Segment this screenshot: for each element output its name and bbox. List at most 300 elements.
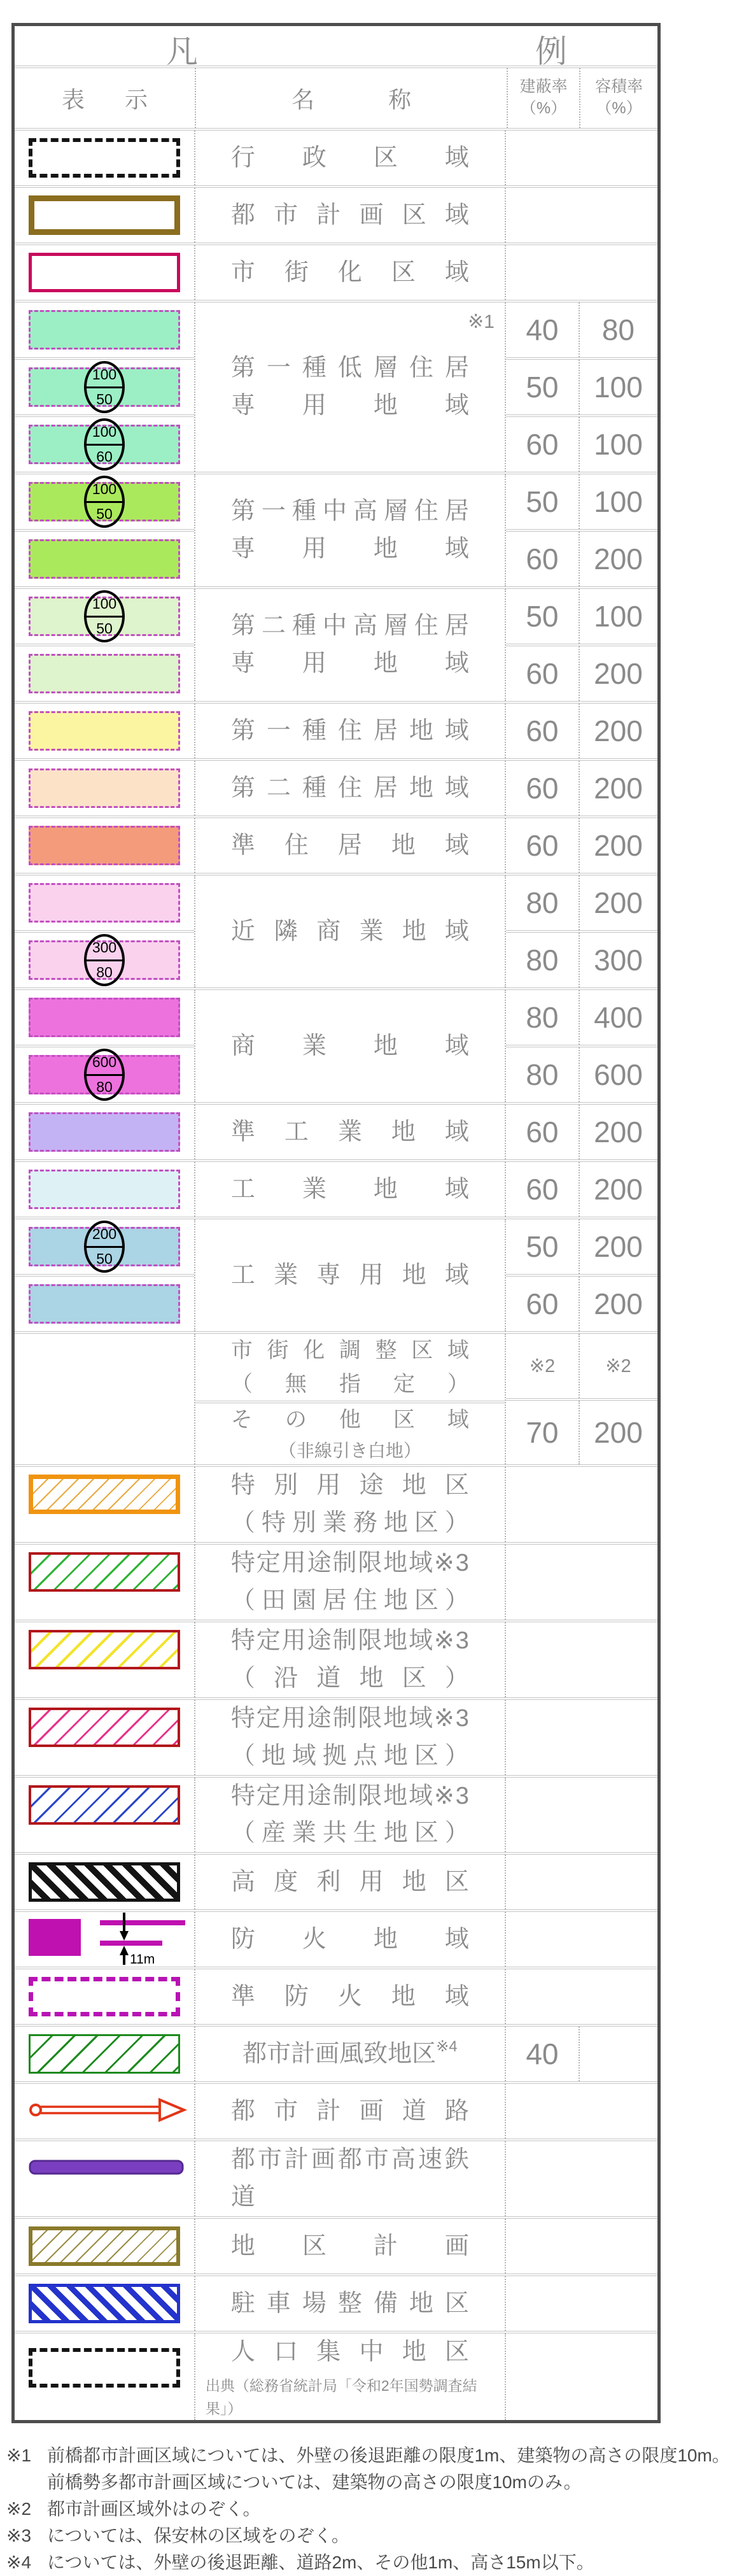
- footnotes: [6, 2442, 737, 2576]
- name-column: [194, 302, 505, 472]
- zone-name-line: [195, 197, 505, 234]
- floor-area-ratio-value: 200: [579, 818, 657, 873]
- name-column: [194, 131, 505, 185]
- floor-area-ratio-value: 300: [579, 933, 657, 987]
- boundary-swatch: [29, 138, 180, 178]
- ratio-value-row: [506, 2141, 657, 2216]
- name-column: [194, 704, 505, 758]
- name-column: [194, 2219, 505, 2274]
- hatch-swatch: [29, 2226, 180, 2266]
- ratio-values-column: [505, 1912, 657, 1967]
- header-coverage: 建蔽率 （%）: [507, 68, 579, 128]
- coverage-ratio-value: 60: [526, 1173, 559, 1206]
- zone-name-text: 特定用途制限地域※3: [230, 1550, 469, 1577]
- swatch-cell: [15, 1274, 194, 1331]
- ratio-value-row: [506, 2084, 657, 2139]
- floor-area-ratio-value: 100: [579, 417, 657, 472]
- floor-area-ratio-value: 400: [579, 990, 657, 1045]
- rapid-railway-bar: [29, 2158, 188, 2179]
- empty-value-cell: [506, 1969, 657, 2024]
- floor-area-ratio-value: 100: [579, 474, 657, 529]
- display-column: [15, 1334, 194, 1464]
- coverage-ratio-value: 80: [526, 886, 559, 919]
- legend-group: [15, 185, 657, 243]
- zone-name-text: 第二種中高層住居: [230, 612, 469, 640]
- ratio-value-row: [506, 2333, 657, 2420]
- swatch-cell: [15, 2276, 194, 2331]
- ratio-circle-numerator: 100: [87, 421, 122, 446]
- empty-value-cell: [506, 2219, 657, 2274]
- ratio-value-row: [506, 589, 657, 644]
- zone-name-line: [195, 2285, 505, 2323]
- floor-area-ratio-value: 200: [579, 532, 657, 586]
- coverage-ratio-value: 50: [526, 485, 559, 518]
- display-column: [15, 589, 194, 701]
- zone-name-text: 準工業地域: [230, 1118, 469, 1145]
- coverage-ratio-value: 50: [526, 1230, 559, 1263]
- footnote-item: [6, 2549, 737, 2576]
- ratio-values-column: [505, 131, 657, 185]
- zone-name-line: [195, 1257, 505, 1294]
- coverage-ratio-value: 70: [526, 1416, 559, 1450]
- empty-value-cell: [506, 1912, 657, 1967]
- zone-color-swatch: [29, 654, 180, 693]
- ratio-values-column: [505, 1622, 657, 1697]
- footnote-text: 前橋都市計画区域については、外壁の後退距離の限度1m、建築物の高さの限度10m。: [47, 2445, 730, 2466]
- name-column: [194, 2141, 505, 2216]
- city-planning-road-arrow: [29, 2096, 188, 2127]
- ratio-value-row: [506, 1045, 657, 1102]
- legend-group: [15, 1102, 657, 1159]
- zone-name-text: 市街化調整区域: [230, 1338, 469, 1362]
- ratio-values-column: [505, 1778, 657, 1853]
- display-column: [15, 1700, 194, 1775]
- footnote-item: [6, 2496, 737, 2523]
- legend-group: [15, 1620, 657, 1697]
- ratio-circle-symbol: [84, 476, 125, 528]
- name-column: [194, 589, 505, 701]
- ratio-value-row: [506, 1778, 657, 1853]
- display-column: [15, 704, 194, 758]
- swatch-cell: [15, 2141, 194, 2196]
- floor-area-ratio-value: 200: [579, 875, 657, 930]
- floor-area-ratio-value: 200: [579, 646, 657, 701]
- swatch-cell: [15, 1969, 194, 2024]
- zone-name-line: [195, 1504, 505, 1542]
- coverage-ratio-value: 80: [526, 1058, 559, 1091]
- floor-area-ratio-value: 200: [579, 1277, 657, 1331]
- zone-name-text: 行政区域: [230, 144, 469, 171]
- ratio-value-row: [506, 1274, 657, 1331]
- zone-color-swatch: [29, 1055, 180, 1094]
- zone-name-line: [195, 1700, 505, 1737]
- legend-group: [15, 300, 657, 472]
- swatch-cell: [15, 2333, 194, 2402]
- display-column: [15, 1912, 194, 1967]
- zone-name-line: [195, 2141, 505, 2216]
- zone-name-line: [195, 1171, 505, 1208]
- ratio-circle-numerator: 100: [87, 478, 122, 503]
- display-column: [15, 302, 194, 472]
- zone-name-text: 準防火地域: [230, 1983, 469, 2010]
- ratio-value-row: [506, 131, 657, 185]
- empty-value-cell: [506, 1545, 657, 1620]
- display-column: [15, 1162, 194, 1217]
- zone-name-line: [195, 1815, 505, 1852]
- ratio-circle-numerator: 300: [87, 937, 122, 961]
- svg-text:11m: 11m: [130, 1951, 155, 1965]
- footnote-marker: ※4: [6, 2552, 32, 2573]
- legend-group: [15, 2081, 657, 2139]
- legend-group: [15, 1464, 657, 1542]
- swatch-cell: [15, 1855, 194, 1909]
- ratio-values-column: [505, 704, 657, 758]
- ratio-value-row: [506, 990, 657, 1045]
- ratio-values-column: [505, 1855, 657, 1909]
- ratio-values-column: [505, 1219, 657, 1331]
- ratio-circle-symbol: [84, 934, 125, 986]
- empty-value-cell: [506, 2276, 657, 2331]
- footnote-item: [6, 2469, 737, 2496]
- zone-color-swatch: [29, 826, 180, 865]
- ratio-circle-denominator: 50: [96, 390, 113, 407]
- footnote-marker: ※2: [6, 2499, 32, 2519]
- zone-name-line: [195, 350, 505, 387]
- floor-area-ratio-value: 100: [579, 360, 657, 414]
- legend-title-right: 例: [535, 34, 567, 69]
- footnote-marker: ※1: [6, 2445, 32, 2466]
- ratio-values-column: [505, 2333, 657, 2420]
- zone-name-text: 都市計画道路: [230, 2097, 469, 2125]
- boundary-swatch: [29, 253, 180, 292]
- header-name: 名称: [195, 68, 507, 128]
- zone-color-swatch: [29, 768, 180, 808]
- ratio-circle-denominator: 80: [96, 963, 113, 980]
- ratio-value-row: [506, 1545, 657, 1620]
- zone-name-text: 専用地域: [230, 535, 469, 562]
- name-column: [194, 1912, 505, 1967]
- swatch-cell: [15, 1700, 194, 1755]
- coverage-ratio-value: 60: [526, 1115, 559, 1149]
- zone-color-swatch: [29, 1170, 180, 1209]
- floor-area-ratio-value: 100: [579, 589, 657, 644]
- swatch-cell: [15, 2219, 194, 2274]
- display-column: [15, 474, 194, 586]
- empty-value-cell: [506, 131, 657, 185]
- ratio-circle-numerator: 100: [87, 364, 122, 388]
- zone-name-line: [195, 1778, 505, 1815]
- ratio-circle-symbol: [84, 1049, 125, 1101]
- ratio-value-row: [506, 644, 657, 701]
- ratio-circle-denominator: 50: [96, 619, 113, 637]
- name-column: [194, 1105, 505, 1159]
- zone-name-text: 第一種中高層住居: [230, 498, 469, 525]
- ratio-value-row: [506, 302, 657, 357]
- display-column: [15, 188, 194, 243]
- ratio-values-column: [505, 302, 657, 472]
- swatch-cell: [15, 1334, 194, 1456]
- ratio-value-row: [506, 1162, 657, 1217]
- swatch-cell: [15, 875, 194, 930]
- ratio-value-row: [506, 818, 657, 873]
- display-column: [15, 1622, 194, 1697]
- ratio-value-row: [506, 1622, 657, 1697]
- ratio-circle-numerator: 100: [87, 593, 122, 618]
- legend-group: [15, 2274, 657, 2331]
- floor-area-ratio-value: 200: [579, 704, 657, 758]
- ratio-values-column: [505, 1334, 657, 1464]
- zone-name-text: （特別業務地区）: [230, 1510, 469, 1537]
- zone-color-swatch: [29, 883, 180, 923]
- legend-group: [15, 1775, 657, 1853]
- hatch-swatch: [29, 1475, 180, 1514]
- zone-name-text: 工業地域: [230, 1175, 469, 1203]
- empty-value-cell: [506, 1778, 657, 1853]
- empty-value-cell: [506, 2333, 657, 2420]
- empty-value-cell: [506, 188, 657, 243]
- header-display: 表示: [62, 86, 148, 113]
- ratio-values-column: [505, 1162, 657, 1217]
- ratio-values-column: [505, 589, 657, 701]
- zone-color-swatch: [29, 539, 180, 579]
- ratio-values-column: [505, 761, 657, 816]
- zone-name-text: 専用地域: [230, 650, 469, 677]
- zone-color-swatch: [29, 1112, 180, 1152]
- swatch-cell: [15, 1622, 194, 1677]
- zone-name-line: [195, 2035, 505, 2073]
- swatch-cell: [15, 761, 194, 816]
- hatch-swatch: [29, 1630, 180, 1669]
- ratio-values-column: [505, 2084, 657, 2139]
- zone-name-line: [195, 254, 505, 292]
- ratio-value-row: [506, 1219, 657, 1274]
- name-column: [194, 990, 505, 1102]
- boundary-swatch: [29, 1977, 180, 2016]
- swatch-cell: [15, 245, 194, 300]
- ratio-values-column: [505, 1105, 657, 1159]
- display-column: [15, 1969, 194, 2024]
- legend-group: [15, 1967, 657, 2024]
- zone-name-line: [195, 2228, 505, 2265]
- floor-area-ratio-value: 600: [579, 1047, 657, 1102]
- name-column: [194, 818, 505, 873]
- zone-name-line: [195, 1403, 505, 1437]
- ratio-value-row: [506, 529, 657, 586]
- swatch-cell: [15, 1045, 194, 1102]
- legend-group: [15, 2216, 657, 2274]
- hatch-swatch: [29, 1862, 180, 1902]
- legend-body: [15, 128, 657, 2420]
- zone-name-line: [195, 1437, 505, 1464]
- name-column: [194, 761, 505, 816]
- zone-name-line: [195, 2093, 505, 2130]
- legend-group: [15, 586, 657, 701]
- ratio-circle-symbol: [84, 418, 125, 471]
- ratio-circle-numerator: 600: [87, 1051, 122, 1076]
- legend-group: [15, 2331, 657, 2420]
- name-column: [194, 2333, 505, 2420]
- name-column: [194, 1545, 505, 1620]
- zone-name-line: [195, 1921, 505, 1958]
- zone-name-text: 工業専用地域: [230, 1261, 469, 1289]
- zone-name-text: （無指定）: [230, 1371, 469, 1396]
- name-column: [194, 875, 505, 987]
- header-floor-area: 容積率 （%）: [579, 68, 657, 128]
- ratio-values-column: [505, 2027, 657, 2081]
- coverage-ratio-value: ※2: [529, 1355, 556, 1376]
- legend-group: [15, 1331, 657, 1464]
- zone-name-line: [195, 139, 505, 177]
- empty-value-cell: [506, 1700, 657, 1775]
- swatch-cell: [15, 414, 194, 472]
- swatch-cell: [15, 1912, 194, 1967]
- name-column: [194, 2027, 505, 2081]
- ratio-value-row: [506, 1105, 657, 1159]
- display-column: [15, 131, 194, 185]
- fire-zone-symbol: [29, 1911, 189, 1968]
- name-column: [194, 1219, 505, 1331]
- zone-color-swatch: [29, 711, 180, 751]
- footnote-ref: ※1: [468, 311, 495, 332]
- name-column: [194, 1855, 505, 1909]
- coverage-ratio-value: 60: [526, 428, 559, 461]
- zone-name-line: [195, 913, 505, 951]
- display-column: [15, 818, 194, 873]
- empty-value-cell: [506, 1622, 657, 1697]
- zone-name-text: 駐車場整備地区: [230, 2289, 469, 2317]
- boundary-swatch: [29, 195, 180, 235]
- display-column: [15, 2333, 194, 2420]
- coverage-ratio-value: 80: [526, 1001, 559, 1034]
- name-column: [194, 1467, 505, 1542]
- swatch-cell: [15, 589, 194, 644]
- hatch-swatch: [29, 1785, 180, 1825]
- swatch-cell: [15, 704, 194, 758]
- ratio-circle-denominator: 80: [96, 1078, 113, 1095]
- zone-name-text: 準住居地域: [230, 832, 469, 859]
- ratio-value-row: [506, 704, 657, 758]
- legend-group: [15, 128, 657, 185]
- empty-value-cell: [506, 2141, 657, 2216]
- name-column: [194, 1778, 505, 1853]
- coverage-ratio-value: 40: [526, 313, 559, 346]
- ratio-value-row: [506, 761, 657, 816]
- coverage-ratio-value: 60: [526, 714, 559, 747]
- ratio-circle-denominator: 50: [96, 505, 113, 522]
- swatch-cell: [15, 990, 194, 1045]
- ratio-values-column: [505, 875, 657, 987]
- ratio-value-row: [506, 1855, 657, 1909]
- coverage-ratio-value: 60: [526, 1287, 559, 1320]
- zone-name-line: [195, 645, 505, 683]
- legend-group: [15, 2024, 657, 2081]
- display-column: [15, 1545, 194, 1620]
- swatch-cell: [15, 1467, 194, 1522]
- zone-name-line: [195, 1622, 505, 1660]
- legend-group: [15, 243, 657, 300]
- zone-name-line: [195, 712, 505, 750]
- display-column: [15, 1467, 194, 1542]
- zone-color-swatch: [29, 998, 180, 1037]
- zone-name-text: （地域拠点地区）: [230, 1742, 469, 1769]
- zone-name-text: 商業地域: [230, 1032, 469, 1059]
- zone-name-line: [195, 1978, 505, 2016]
- swatch-cell: [15, 2027, 194, 2081]
- coverage-ratio-value: 60: [526, 829, 559, 862]
- empty-value-cell: [506, 245, 657, 300]
- ratio-value-row: [506, 1334, 657, 1398]
- zone-color-swatch: [29, 1284, 180, 1324]
- display-column: [15, 2219, 194, 2274]
- footnote-text: については、保安林の区域をのぞく。: [47, 2526, 349, 2546]
- zone-name-text: 都市計画区域: [230, 201, 469, 229]
- zone-name-text: その他区域: [230, 1408, 469, 1433]
- zone-name-text: 特定用途制限地域※3: [230, 1782, 469, 1809]
- floor-area-ratio-value: 200: [579, 1105, 657, 1159]
- zone-name-text: 第二種住居地域: [230, 774, 469, 802]
- zone-name-line: [195, 1334, 505, 1368]
- zone-name-text: （田園居住地区）: [230, 1587, 469, 1615]
- ratio-value-row: [506, 1467, 657, 1542]
- legend-group: [15, 1159, 657, 1217]
- footnote-text: 都市計画区域外はのぞく。: [47, 2499, 261, 2519]
- ratio-values-column: [505, 2141, 657, 2216]
- footnote-text: については、外壁の後退距離、道路2m、その他1m、高さ15m以下。: [47, 2552, 594, 2573]
- zone-color-swatch: [29, 425, 180, 464]
- display-column: [15, 875, 194, 987]
- display-column: [15, 2276, 194, 2331]
- floor-area-ratio-value: 80: [579, 302, 657, 357]
- zone-name-text: 地区計画: [230, 2232, 469, 2260]
- legend-table: [11, 23, 661, 2423]
- ratio-values-column: [505, 990, 657, 1102]
- zone-name-line: [195, 1545, 505, 1582]
- zone-color-swatch: [29, 367, 180, 407]
- name-column: [194, 1162, 505, 1217]
- zone-name-line: [195, 770, 505, 807]
- name-column: [194, 2084, 505, 2139]
- ratio-value-row: [506, 357, 657, 414]
- zone-color-swatch: [29, 940, 180, 980]
- floor-area-ratio-value: 200: [579, 761, 657, 816]
- name-column: [194, 474, 505, 586]
- zone-color-swatch: [29, 597, 180, 636]
- hatch-swatch: [29, 1708, 180, 1747]
- empty-value-cell: [506, 2084, 657, 2139]
- ratio-value-row: [506, 1912, 657, 1967]
- legend-group: [15, 987, 657, 1102]
- ratio-values-column: [505, 474, 657, 586]
- ratio-circle-symbol: [84, 1221, 125, 1273]
- ratio-values-column: [505, 2219, 657, 2274]
- footnote-marker: ※3: [6, 2526, 32, 2546]
- display-column: [15, 1855, 194, 1909]
- zone-name-text: 第一種住居地域: [230, 717, 469, 744]
- swatch-cell: [15, 930, 194, 987]
- legend-title-row: [15, 26, 657, 69]
- zone-name-line: [195, 1582, 505, 1620]
- zone-name-line: [195, 2333, 505, 2371]
- name-column: [194, 245, 505, 300]
- zone-name-text: 特定用途制限地域※3: [230, 1704, 469, 1732]
- display-column: [15, 2141, 194, 2216]
- ratio-value-row: [506, 2276, 657, 2331]
- swatch-cell: [15, 818, 194, 873]
- zone-name-line: [195, 1737, 505, 1775]
- hatch-swatch: [29, 1552, 180, 1592]
- zone-name-line: [195, 493, 505, 530]
- empty-value-cell: [506, 1467, 657, 1542]
